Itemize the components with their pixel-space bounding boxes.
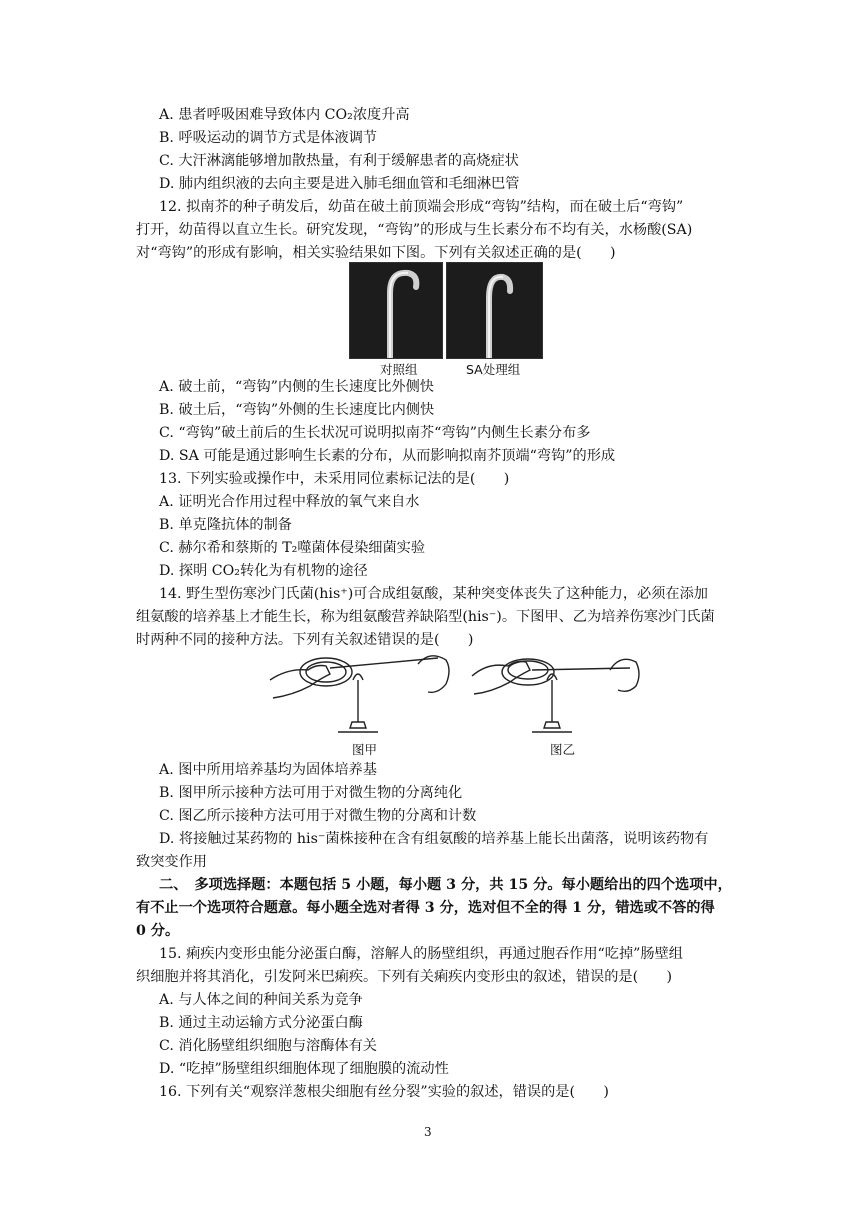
- q12-stem-line1: 12. 拟南芥的种子萌发后，幼苗在破土前顶端会形成“弯钩”结构，而在破土后“弯钩”: [159, 199, 684, 215]
- q14-stem-line1: 14. 野生型伤寒沙门氏菌(his⁺)可合成组氨酸，某种突变体丧失了这种能力，必须在添加: [159, 586, 708, 602]
- inoculation-figure-yi: [470, 650, 645, 735]
- page-number: 3: [424, 1125, 432, 1139]
- q15-option-c: C. 消化肠壁组织细胞与溶酶体有关: [159, 1038, 377, 1054]
- q14-option-a: A. 图中所用培养基均为固体培养基: [159, 762, 377, 778]
- q16-stem: 16. 下列有关“观察洋葱根尖细胞有丝分裂”实验的叙述，错误的是( ): [159, 1084, 609, 1100]
- q13-stem: 13. 下列实验或操作中，未采用同位素标记法的是( ): [159, 471, 510, 487]
- seedling-hook-image: [350, 263, 442, 358]
- control-group-photo: [349, 262, 443, 359]
- q11-option-b: B. 呼吸运动的调节方式是体液调节: [159, 130, 378, 146]
- section-two-heading-line2: 有不止一个选项符合题意。每小题全选对者得 3 分，选对但不全的得 1 分，错选或不答的得: [136, 900, 715, 916]
- section-two-heading-line3: 0 分。: [136, 923, 180, 939]
- q14-stem-line3: 时两种不同的接种方法。下列有关叙述错误的是( ): [136, 632, 474, 648]
- q14-stem-line2: 组氨酸的培养基上才能生长，称为组氨酸营养缺陷型(his⁻)。下图甲、乙为培养伤寒沙门氏菌: [136, 609, 715, 625]
- caption-jia: 图甲: [352, 742, 378, 757]
- q15-option-a: A. 与人体之间的种间关系为竞争: [159, 992, 363, 1008]
- q12-option-c: C. “弯钩”破土前后的生长状况可说明拟南芥“弯钩”内侧生长素分布多: [159, 425, 591, 441]
- q12-option-b: B. 破土后，“弯钩”外侧的生长速度比内侧快: [159, 402, 435, 418]
- q12-stem-line2: 打开，幼苗得以直立生长。研究发现，“弯钩”的形成与生长素分布不均有关，水杨酸(SA): [136, 222, 693, 238]
- q13-option-b: B. 单克隆抗体的制备: [159, 517, 292, 533]
- q14-option-d-line1: D. 将接触过某药物的 his⁻菌株接种在含有组氨酸的培养基上能长出菌落，说明该药物有: [159, 831, 709, 847]
- q14-option-c: C. 图乙所示接种方法可用于对微生物的分离和计数: [159, 808, 477, 824]
- section-two-heading-line1: 二、 多项选择题：本题包括 5 小题，每小题 3 分，共 15 分。每小题给出的四个选项中，: [159, 877, 732, 893]
- caption-yi: 图乙: [550, 742, 576, 757]
- inoculation-figure-jia: [268, 650, 458, 735]
- q15-stem-line1: 15. 痢疾内变形虫能分泌蛋白酶，溶解人的肠壁组织，再通过胞吞作用“吃掉”肠壁组: [159, 946, 683, 962]
- q12-stem-line3: 对“弯钩”的形成有影响，相关实验结果如下图。下列有关叙述正确的是( ): [136, 245, 616, 261]
- q12-option-a: A. 破土前，“弯钩”内侧的生长速度比外侧快: [159, 379, 434, 395]
- q11-option-c: C. 大汗淋漓能够增加散热量，有利于缓解患者的高烧症状: [159, 153, 519, 169]
- q11-option-a: A. 患者呼吸困难导致体内 CO₂浓度升高: [159, 107, 410, 123]
- q12-option-d: D. SA 可能是通过影响生长素的分布，从而影响拟南芥顶端“弯钩”的形成: [159, 448, 616, 464]
- seedling-hook-image: [447, 263, 542, 358]
- q13-option-c: C. 赫尔希和蔡斯的 T₂噬菌体侵染细菌实验: [159, 540, 426, 556]
- q13-option-a: A. 证明光合作用过程中释放的氧气来自水: [159, 494, 420, 510]
- caption-sa: SA处理组: [466, 362, 521, 377]
- q14-option-b: B. 图甲所示接种方法可用于对微生物的分离纯化: [159, 785, 463, 801]
- q15-option-d: D. “吃掉”肠壁组织细胞体现了细胞膜的流动性: [159, 1061, 449, 1077]
- q15-stem-line2: 织细胞并将其消化，引发阿米巴痢疾。下列有关痢疾内变形虫的叙述，错误的是( ): [136, 969, 673, 985]
- q13-option-d: D. 探明 CO₂转化为有机物的途径: [159, 563, 368, 579]
- sa-group-photo: [446, 262, 543, 359]
- q15-option-b: B. 通过主动运输方式分泌蛋白酶: [159, 1015, 363, 1031]
- q11-option-d: D. 肺内组织液的去向主要是进入肺毛细血管和毛细淋巴管: [159, 176, 520, 192]
- caption-control: 对照组: [380, 362, 418, 377]
- q14-option-d-line2: 致突变作用: [136, 854, 207, 870]
